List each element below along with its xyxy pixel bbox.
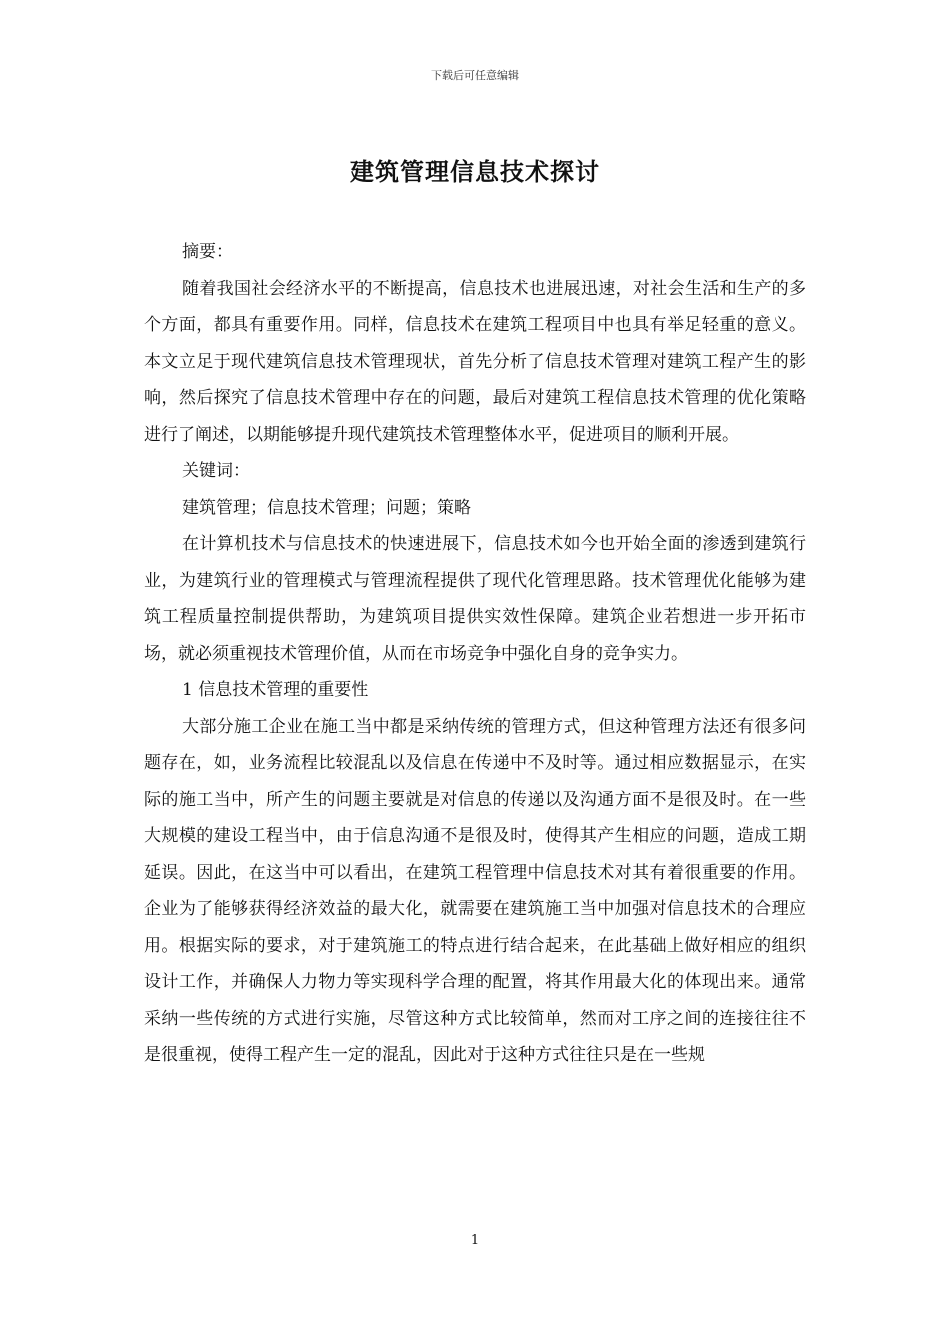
section-heading: 1 信息技术管理的重要性 xyxy=(182,680,369,700)
section-paragraph: 大部分施工企业在施工当中都是采纳传统的管理方式，但这种管理方法还有很多问题存在，如，业务流程比较混乱以及信息在传递中不及时等。通过相应数据显示，在实际的施工当中，所产生的问题主要就是对信息的传递以及沟通方面不是很及时。在一些大规模的建设工程当中，由于信息沟通不是很及时，使得其产生相应的问题，造成工期延误。因此，在这当中可以看出，在建筑工程管理中信息技术对其有着很重要的作用。企业为了能够获得经济效益的最大化，就需要在建筑施工当中加强对信息技术的合理应用。根据实际的要求，对于建筑施工的特点进行结合起来，在此基础上做好相应的组织设计工作，并确保人力物力等实现科学合理的配置，将其作用最大化的体现出来。通常采纳一些传统的方式进行实施，尽管这种方式比较简单，然而对工序之间的连接往往不是很重视，使得工程产生一定的混乱，因此对于这种方式往往只是在一些规 xyxy=(144,716,806,1065)
document-title: 建筑管理信息技术探讨 xyxy=(350,157,600,186)
abstract-label: 摘要： xyxy=(182,242,233,262)
keywords-label: 关键词： xyxy=(182,461,250,481)
keywords-paragraph: 建筑管理；信息技术管理；问题；策略 xyxy=(182,497,471,518)
abstract-paragraph: 随着我国社会经济水平的不断提高，信息技术也进展迅速，对社会生活和生产的多个方面，都具有重要作用。同样，信息技术在建筑工程项目中也具有举足轻重的意义。本文立足于现代建筑信息技术管理现状，首先分析了信息技术管理对建筑工程产生的影响，然后探究了信息技术管理中存在的问题，最后对建筑工程信息技术管理的优化策略进行了阐述，以期能够提升现代建筑技术管理整体水平，促进项目的顺利开展。 xyxy=(144,278,806,445)
intro-paragraph: 在计算机技术与信息技术的快速进展下，信息技术如今也开始全面的渗透到建筑行业，为建筑行业的管理模式与管理流程提供了现代化管理思路。技术管理优化能够为建筑工程质量控制提供帮助，为建筑项目提供实效性保障。建筑企业若想进一步开拓市场，就必须重视技术管理价值，从而在市场竞争中强化自身的竞争实力。 xyxy=(144,534,806,664)
document-body xyxy=(144,234,806,1074)
header-note: 下载后可任意编辑 xyxy=(431,69,519,82)
page-number: 1 xyxy=(470,1233,480,1248)
